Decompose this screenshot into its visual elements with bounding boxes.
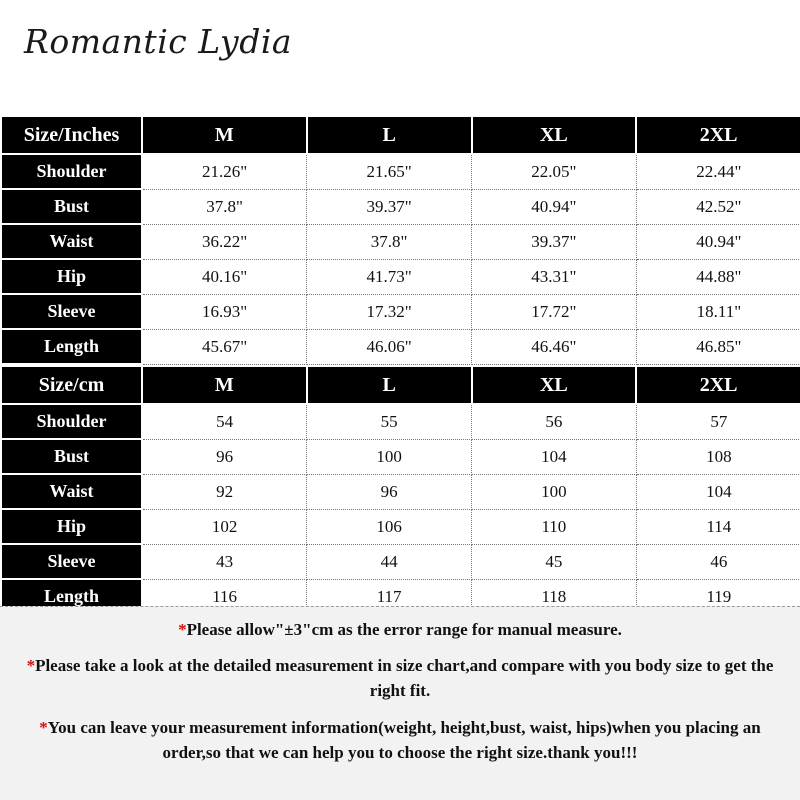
measurement-value: 18.11" [636, 294, 800, 329]
measurement-value: 118 [472, 579, 637, 614]
measurement-value: 100 [307, 439, 472, 474]
table-unit-header: Size/cm [1, 366, 142, 404]
measurement-value: 17.72" [472, 294, 637, 329]
measurement-label: Length [1, 579, 142, 614]
measurement-value: 54 [142, 404, 307, 439]
measurement-value: 43 [142, 544, 307, 579]
table-row [1, 259, 800, 294]
measurement-value: 92 [142, 474, 307, 509]
brand-logo: Romantic Lydia [24, 22, 293, 61]
measurement-label: Sleeve [1, 294, 142, 329]
notes-panel [0, 606, 800, 800]
size-column-header: XL [472, 366, 637, 404]
measurement-value: 42.52" [636, 189, 800, 224]
size-tables [0, 115, 800, 615]
measurement-value: 44.88" [636, 259, 800, 294]
measurement-value: 41.73" [307, 259, 472, 294]
measurement-label: Length [1, 329, 142, 364]
measurement-label: Waist [1, 224, 142, 259]
table-row [1, 474, 800, 509]
table-header-row [1, 366, 800, 404]
table-row [1, 404, 800, 439]
measurement-value: 108 [636, 439, 800, 474]
note-error-range: *Please allow"±3"cm as the error range for manual measure. [178, 620, 622, 639]
measurement-label: Sleeve [1, 544, 142, 579]
measurement-value: 110 [472, 509, 637, 544]
measurement-value: 46.85" [636, 329, 800, 364]
size-column-header: 2XL [636, 116, 800, 154]
measurement-value: 106 [307, 509, 472, 544]
measurement-value: 22.44" [636, 154, 800, 189]
measurement-value: 102 [142, 509, 307, 544]
measurement-label: Hip [1, 259, 142, 294]
size-column-header: XL [472, 116, 637, 154]
measurement-value: 55 [307, 404, 472, 439]
measurement-value: 104 [472, 439, 637, 474]
measurement-value: 100 [472, 474, 637, 509]
measurement-value: 40.16" [142, 259, 307, 294]
measurement-value: 96 [307, 474, 472, 509]
table-row [1, 294, 800, 329]
measurement-value: 36.22" [142, 224, 307, 259]
measurement-label: Shoulder [1, 404, 142, 439]
measurement-value: 114 [636, 509, 800, 544]
size-table-cm [0, 365, 800, 615]
measurement-value: 46 [636, 544, 800, 579]
star-mark: * [26, 656, 36, 675]
measurement-value: 16.93" [142, 294, 307, 329]
size-table-inches [0, 115, 800, 365]
table-row [1, 224, 800, 259]
measurement-label: Hip [1, 509, 142, 544]
measurement-value: 40.94" [636, 224, 800, 259]
table-row [1, 154, 800, 189]
table-row [1, 544, 800, 579]
size-column-header: M [142, 116, 307, 154]
measurement-value: 119 [636, 579, 800, 614]
star-mark: * [39, 718, 48, 737]
measurement-value: 37.8" [142, 189, 307, 224]
note-compare-size: *Please take a look at the detailed measurement in size chart,and compare with you body size to get the right fit. [26, 656, 774, 700]
measurement-value: 104 [636, 474, 800, 509]
measurement-label: Waist [1, 474, 142, 509]
measurement-value: 22.05" [472, 154, 637, 189]
measurement-value: 45.67" [142, 329, 307, 364]
measurement-label: Bust [1, 439, 142, 474]
measurement-value: 46.06" [307, 329, 472, 364]
measurement-value: 44 [307, 544, 472, 579]
size-column-header: L [307, 116, 472, 154]
measurement-value: 37.8" [307, 224, 472, 259]
measurement-value: 45 [472, 544, 637, 579]
measurement-value: 117 [307, 579, 472, 614]
star-mark: * [178, 620, 187, 639]
measurement-value: 96 [142, 439, 307, 474]
table-row [1, 509, 800, 544]
measurement-value: 43.31" [472, 259, 637, 294]
size-column-header: M [142, 366, 307, 404]
note-leave-measurements: *You can leave your measurement information(weight, height,bust, waist, hips)when you placing an order,so that we can help you to choose the right size.thank you!!! [39, 718, 761, 762]
measurement-value: 39.37" [307, 189, 472, 224]
size-column-header: 2XL [636, 366, 800, 404]
measurement-value: 39.37" [472, 224, 637, 259]
table-row [1, 329, 800, 364]
measurement-value: 40.94" [472, 189, 637, 224]
measurement-value: 17.32" [307, 294, 472, 329]
measurement-value: 56 [472, 404, 637, 439]
size-column-header: L [307, 366, 472, 404]
measurement-value: 57 [636, 404, 800, 439]
measurement-value: 21.26" [142, 154, 307, 189]
measurement-value: 116 [142, 579, 307, 614]
table-header-row [1, 116, 800, 154]
table-unit-header: Size/Inches [1, 116, 142, 154]
table-row [1, 439, 800, 474]
measurement-value: 46.46" [472, 329, 637, 364]
table-row [1, 189, 800, 224]
measurement-label: Shoulder [1, 154, 142, 189]
measurement-value: 21.65" [307, 154, 472, 189]
measurement-label: Bust [1, 189, 142, 224]
